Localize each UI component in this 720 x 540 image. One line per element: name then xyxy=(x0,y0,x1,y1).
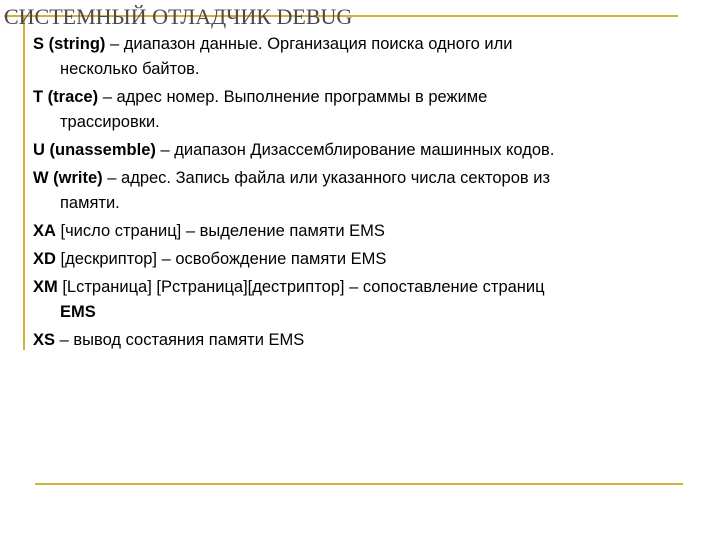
item-continuation: трассировки. xyxy=(60,113,160,131)
item-line xyxy=(33,275,703,300)
list-item xyxy=(33,85,703,135)
list-item xyxy=(33,166,703,216)
command-description: – диапазон Дизассемблирование машинных кодов. xyxy=(155,141,555,159)
list-item xyxy=(33,247,703,272)
command-description: [дескриптор] – освобождение памяти EMS xyxy=(55,250,387,268)
list-item xyxy=(33,275,703,325)
command-description: [Lстраница] [Pстраница][дестриптор] – сопоставление страниц xyxy=(57,278,545,296)
item-line xyxy=(33,219,703,244)
command-list xyxy=(33,32,703,356)
command-description: – вывод состаяния памяти EMS xyxy=(55,331,305,349)
command-name: XM xyxy=(33,278,58,296)
footer-rule xyxy=(35,483,683,485)
item-continuation: EMS xyxy=(60,303,96,321)
command-name: XD xyxy=(33,250,56,268)
command-name: XS xyxy=(33,331,56,349)
list-item xyxy=(33,138,703,163)
command-name: W (write) xyxy=(33,169,103,187)
command-description: – диапазон данные. Организация поиска одного или xyxy=(105,35,513,53)
command-description: [число страниц] – выделение памяти EMS xyxy=(55,222,385,240)
item-line xyxy=(33,32,703,57)
command-name: XA xyxy=(33,222,56,240)
item-continuation: несколько байтов. xyxy=(60,60,200,78)
item-line xyxy=(33,328,703,353)
list-item xyxy=(33,328,703,353)
item-line xyxy=(33,166,703,191)
left-accent-bar xyxy=(23,15,25,350)
command-name: S (string) xyxy=(33,35,106,53)
command-name: U (unassemble) xyxy=(33,141,156,159)
list-item xyxy=(33,219,703,244)
command-name: T (trace) xyxy=(33,88,99,106)
item-line xyxy=(33,85,703,110)
slide-title: СИСТЕМНЫЙ ОТЛАДЧИК DEBUG xyxy=(4,4,353,29)
item-continuation: памяти. xyxy=(60,194,120,212)
item-line xyxy=(33,138,703,163)
command-description: – адрес номер. Выполнение программы в режиме xyxy=(98,88,488,106)
item-line xyxy=(33,247,703,272)
list-item xyxy=(33,32,703,82)
command-description: – адрес. Запись файла или указанного числа секторов из xyxy=(102,169,551,187)
